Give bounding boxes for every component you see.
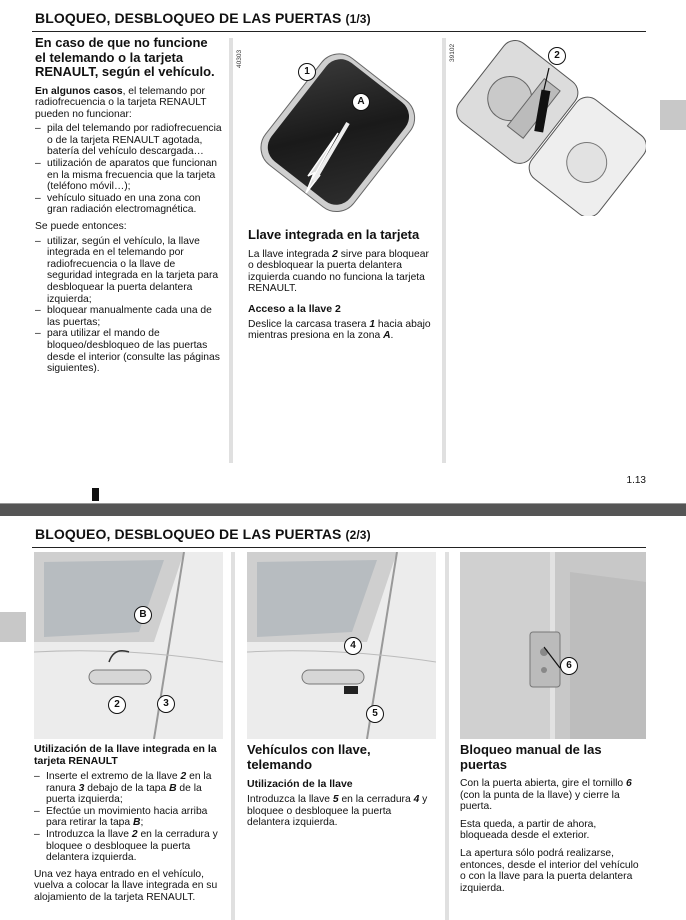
door-lock-illustration (247, 552, 436, 739)
section-heading: Llave integrada en la tarjeta (248, 227, 420, 242)
text-column-middle (248, 228, 434, 345)
door-handle-icon (34, 552, 223, 739)
card-illustration (248, 38, 434, 216)
list-item: – utilizar, según el vehículo, la llave integrada en el telemando por radiofrecuencia o la llave de seguridad integrada en la tarjeta para desbloquear la puerta delantera izquierda; (35, 236, 222, 306)
text-column-right (460, 743, 646, 897)
intro-paragraph: En algunos casos, el telemando por radiofrecuencia o la tarjeta RENAULT pueden no funcionar: (35, 85, 207, 120)
text-column-left (34, 743, 225, 907)
callout-B: B (134, 606, 152, 624)
page-side-tab (0, 612, 26, 642)
column-divider (229, 38, 233, 463)
page-side-tab (660, 100, 686, 130)
manual-page-2 (0, 516, 686, 920)
option-list (35, 236, 222, 375)
column-divider (442, 38, 446, 463)
body-paragraph: La apertura sólo podrá realizarse, entonces, desde el interior del vehículo o con la llave para la puerta delantera izquierda. (460, 847, 639, 894)
body-paragraph: Con la puerta abierta, gire el tornillo 6 (con la punta de la llave) y cierre la puerta. (460, 778, 632, 813)
body-paragraph: La llave integrada 2 sirve para bloquear o desbloquear la puerta delantera izquierda cuando no funciona la tarjeta RENAULT. (248, 248, 429, 295)
body-paragraph: Esta queda, a partir de ahora, bloqueada desde el exterior. (460, 818, 597, 842)
subheading: Acceso a la llave 2 (248, 302, 341, 315)
list-item: – para utilizar el mando de bloqueo/desbloqueo de las puertas desde el interior (consulte las páginas siguientes). (35, 328, 222, 374)
column-divider (231, 552, 235, 920)
callout-1: 1 (298, 63, 316, 81)
section-heading: Bloqueo manual de las puertas (460, 742, 602, 772)
body-paragraph: Deslice la carcasa trasera 1 hacia abajo mientras presiona en la zona A. (248, 318, 431, 342)
callout-6: 6 (560, 657, 578, 675)
list-item: – Inserte el extremo de la llave 2 en la ranura 3 debajo de la tapa B de la puerta izquierda; (34, 771, 225, 806)
callout-5: 5 (366, 705, 384, 723)
card-open-icon (456, 38, 646, 216)
section-heading: Vehículos con llave, telemando (247, 742, 371, 772)
list-item: – bloquear manualmente cada una de las puertas; (35, 305, 222, 328)
then-paragraph: Se puede entonces: (35, 221, 127, 233)
door-handle-illustration (34, 552, 223, 739)
door-lock-icon (247, 552, 436, 739)
callout-A: A (352, 93, 370, 111)
subheading: Utilización de la llave (247, 778, 353, 790)
list-item: – pila del telemando por radiofrecuencia o de la tarjeta RENAULT agotada, batería del vehículo descargada… (35, 123, 222, 158)
renault-card-icon (248, 38, 434, 216)
step-list (34, 771, 225, 864)
page-title: BLOQUEO, DESBLOQUEO DE LAS PUERTAS (1/3) (35, 10, 371, 26)
callout-2: 2 (548, 47, 566, 65)
image-code: 39102 (449, 43, 456, 62)
callout-4: 4 (344, 637, 362, 655)
text-column-left (35, 36, 222, 380)
column-divider (445, 552, 449, 920)
callout-2: 2 (108, 696, 126, 714)
image-code: 40303 (236, 49, 243, 68)
list-item: – Introduzca la llave 2 en la cerradura y bloquee o desbloquee la puerta delantera izquierda. (34, 829, 225, 864)
door-screw-icon (460, 552, 646, 739)
list-item: – Efectúe un movimiento hacia arriba para retirar la tapa B; (34, 806, 225, 829)
page-title: BLOQUEO, DESBLOQUEO DE LAS PUERTAS (2/3) (35, 526, 371, 542)
list-item: – utilización de aparatos que funcionan en la misma frecuencia que la tarjeta (teléfono móvil…); (35, 158, 222, 193)
body-paragraph: Una vez haya entrado en el vehículo, vuelva a colocar la llave integrada en su alojamiento de la tarjeta RENAULT. (34, 868, 218, 903)
callout-3: 3 (157, 695, 175, 713)
door-edge-illustration (460, 552, 646, 739)
title-rule (32, 31, 646, 32)
section-heading: Utilización de la llave integrada en la tarjeta RENAULT (34, 743, 217, 767)
section-heading: En caso de que no funcione el telemando o la tarjeta RENAULT, según el vehículo. (35, 35, 215, 79)
text-column-middle (247, 743, 437, 832)
page-number: 1.13 (626, 475, 646, 486)
card-open-illustration (456, 38, 646, 216)
body-paragraph: Introduzca la llave 5 en la cerradura 4 y bloquee o desbloquee la puerta delantera izquierda. (247, 794, 428, 829)
cause-list (35, 123, 222, 216)
title-rule (32, 547, 646, 548)
crop-mark (92, 488, 99, 501)
list-item: – vehículo situado en una zona con gran radiación electromagnética. (35, 193, 222, 216)
